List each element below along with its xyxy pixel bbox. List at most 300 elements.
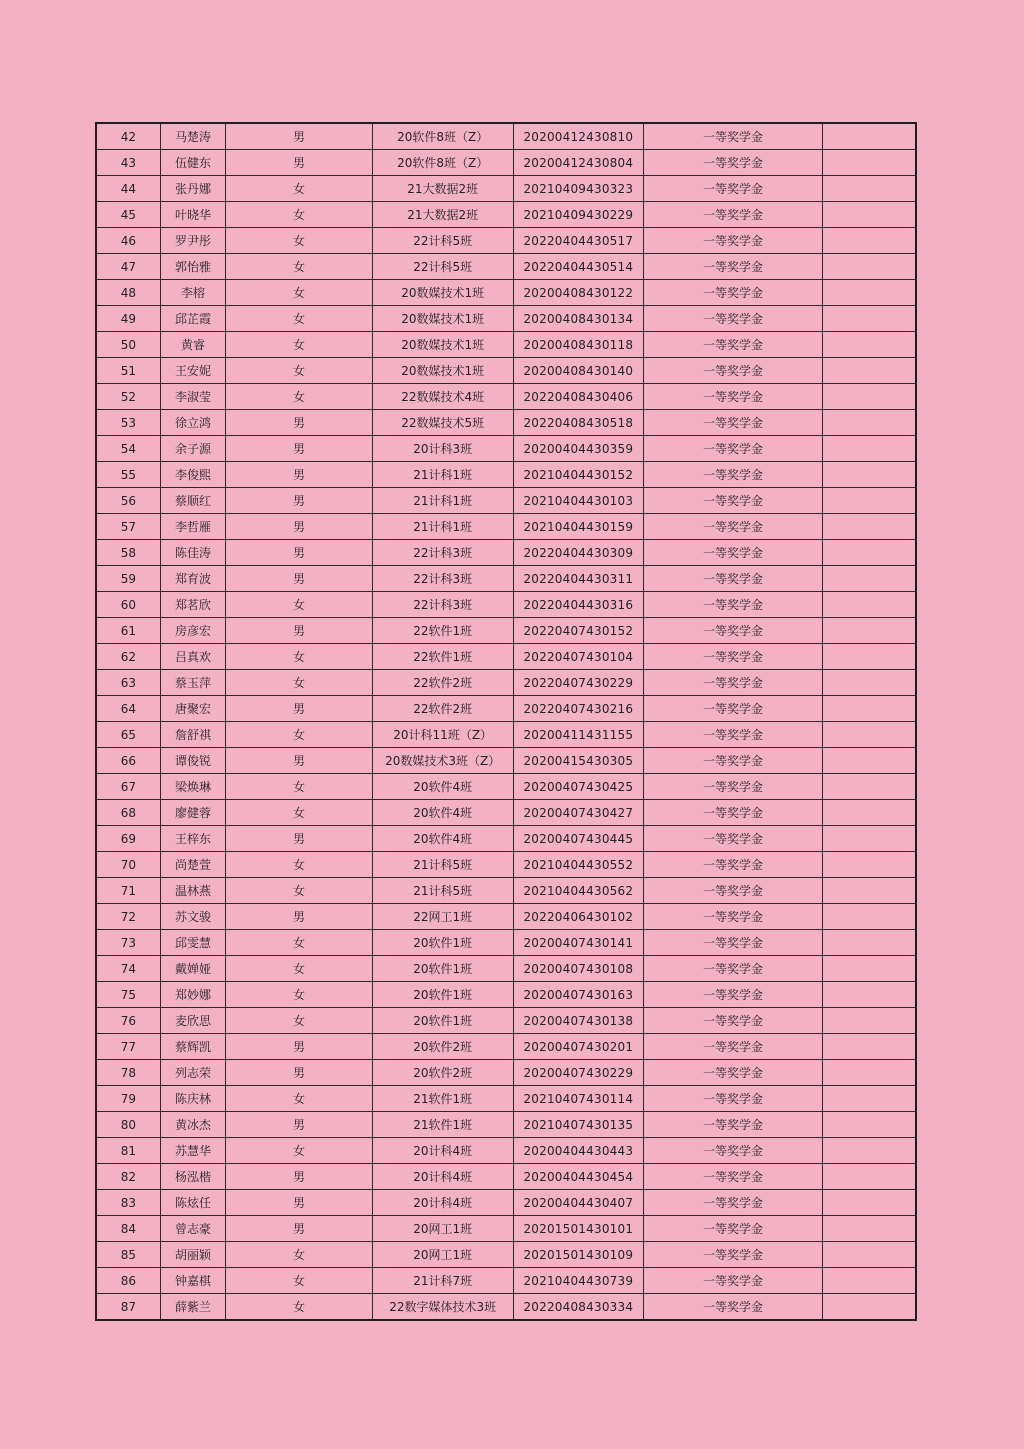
- student-name-cell: 罗尹彤: [160, 228, 225, 254]
- award-cell: 一等奖学金: [644, 592, 823, 618]
- note-cell: [822, 748, 916, 774]
- student-name-cell: 黄睿: [160, 332, 225, 358]
- award-cell: 一等奖学金: [644, 332, 823, 358]
- gender-cell: 女: [226, 982, 373, 1008]
- note-cell: [822, 930, 916, 956]
- table-row: [96, 748, 916, 774]
- student-name-cell: 房彦宏: [160, 618, 225, 644]
- class-cell: 20软件1班: [372, 956, 513, 982]
- row-number-cell: 49: [96, 306, 160, 332]
- note-cell: [822, 1034, 916, 1060]
- table-row: [96, 852, 916, 878]
- award-cell: 一等奖学金: [644, 150, 823, 176]
- student-id-cell: 20201501430101: [513, 1216, 644, 1242]
- student-name-cell: 郑妙娜: [160, 982, 225, 1008]
- award-cell: 一等奖学金: [644, 254, 823, 280]
- student-name-cell: 陈佳涛: [160, 540, 225, 566]
- gender-cell: 女: [226, 956, 373, 982]
- gender-cell: 男: [226, 618, 373, 644]
- gender-cell: 男: [226, 826, 373, 852]
- note-cell: [822, 462, 916, 488]
- award-cell: 一等奖学金: [644, 982, 823, 1008]
- gender-cell: 男: [226, 904, 373, 930]
- row-number-cell: 46: [96, 228, 160, 254]
- student-name-cell: 杨泓楷: [160, 1164, 225, 1190]
- student-name-cell: 列志荣: [160, 1060, 225, 1086]
- student-name-cell: 曾志豪: [160, 1216, 225, 1242]
- row-number-cell: 85: [96, 1242, 160, 1268]
- class-cell: 22计科3班: [372, 540, 513, 566]
- note-cell: [822, 1294, 916, 1321]
- award-cell: 一等奖学金: [644, 1138, 823, 1164]
- table-row: [96, 722, 916, 748]
- student-id-cell: 20200404430454: [513, 1164, 644, 1190]
- class-cell: 20计科4班: [372, 1190, 513, 1216]
- row-number-cell: 86: [96, 1268, 160, 1294]
- student-name-cell: 王安妮: [160, 358, 225, 384]
- award-cell: 一等奖学金: [644, 618, 823, 644]
- note-cell: [822, 358, 916, 384]
- row-number-cell: 76: [96, 1008, 160, 1034]
- gender-cell: 女: [226, 1268, 373, 1294]
- row-number-cell: 59: [96, 566, 160, 592]
- award-cell: 一等奖学金: [644, 852, 823, 878]
- row-number-cell: 50: [96, 332, 160, 358]
- note-cell: [822, 618, 916, 644]
- gender-cell: 女: [226, 878, 373, 904]
- note-cell: [822, 306, 916, 332]
- row-number-cell: 82: [96, 1164, 160, 1190]
- gender-cell: 女: [226, 930, 373, 956]
- student-id-cell: 20220408430406: [513, 384, 644, 410]
- note-cell: [822, 592, 916, 618]
- student-id-cell: 20220404430311: [513, 566, 644, 592]
- table-row: [96, 306, 916, 332]
- class-cell: 20网工1班: [372, 1216, 513, 1242]
- award-cell: 一等奖学金: [644, 436, 823, 462]
- student-name-cell: 郑育波: [160, 566, 225, 592]
- table-row: [96, 670, 916, 696]
- gender-cell: 男: [226, 488, 373, 514]
- gender-cell: 男: [226, 150, 373, 176]
- table-row: [96, 1060, 916, 1086]
- table-body: [96, 123, 916, 1320]
- gender-cell: 女: [226, 358, 373, 384]
- award-cell: 一等奖学金: [644, 358, 823, 384]
- student-name-cell: 陈庆林: [160, 1086, 225, 1112]
- student-id-cell: 20200408430122: [513, 280, 644, 306]
- gender-cell: 女: [226, 1086, 373, 1112]
- student-id-cell: 20200415430305: [513, 748, 644, 774]
- gender-cell: 女: [226, 1138, 373, 1164]
- student-name-cell: 钟嘉棋: [160, 1268, 225, 1294]
- student-name-cell: 吕真欢: [160, 644, 225, 670]
- gender-cell: 女: [226, 384, 373, 410]
- table-row: [96, 1190, 916, 1216]
- row-number-cell: 57: [96, 514, 160, 540]
- student-name-cell: 尚楚萱: [160, 852, 225, 878]
- student-name-cell: 胡丽颖: [160, 1242, 225, 1268]
- table-row: [96, 774, 916, 800]
- award-cell: 一等奖学金: [644, 1008, 823, 1034]
- student-name-cell: 蔡辉凯: [160, 1034, 225, 1060]
- row-number-cell: 77: [96, 1034, 160, 1060]
- award-cell: 一等奖学金: [644, 748, 823, 774]
- note-cell: [822, 1112, 916, 1138]
- student-name-cell: 廖健蓉: [160, 800, 225, 826]
- row-number-cell: 69: [96, 826, 160, 852]
- gender-cell: 女: [226, 228, 373, 254]
- award-cell: 一等奖学金: [644, 566, 823, 592]
- row-number-cell: 83: [96, 1190, 160, 1216]
- class-cell: 21计科5班: [372, 878, 513, 904]
- class-cell: 21计科1班: [372, 462, 513, 488]
- award-cell: 一等奖学金: [644, 540, 823, 566]
- row-number-cell: 45: [96, 202, 160, 228]
- award-cell: 一等奖学金: [644, 410, 823, 436]
- note-cell: [822, 852, 916, 878]
- row-number-cell: 67: [96, 774, 160, 800]
- student-id-cell: 20200407430141: [513, 930, 644, 956]
- row-number-cell: 53: [96, 410, 160, 436]
- student-id-cell: 20210404430103: [513, 488, 644, 514]
- row-number-cell: 52: [96, 384, 160, 410]
- award-cell: 一等奖学金: [644, 488, 823, 514]
- note-cell: [822, 1216, 916, 1242]
- student-id-cell: 20210404430562: [513, 878, 644, 904]
- student-id-cell: 20200412430810: [513, 123, 644, 150]
- student-name-cell: 王梓东: [160, 826, 225, 852]
- note-cell: [822, 384, 916, 410]
- row-number-cell: 84: [96, 1216, 160, 1242]
- class-cell: 22计科3班: [372, 592, 513, 618]
- class-cell: 20计科3班: [372, 436, 513, 462]
- student-id-cell: 20200411431155: [513, 722, 644, 748]
- gender-cell: 男: [226, 1190, 373, 1216]
- row-number-cell: 55: [96, 462, 160, 488]
- table-row: [96, 540, 916, 566]
- class-cell: 20软件4班: [372, 800, 513, 826]
- award-cell: 一等奖学金: [644, 384, 823, 410]
- class-cell: 20计科11班（Z）: [372, 722, 513, 748]
- row-number-cell: 56: [96, 488, 160, 514]
- student-id-cell: 20220406430102: [513, 904, 644, 930]
- class-cell: 21大数据2班: [372, 176, 513, 202]
- gender-cell: 女: [226, 176, 373, 202]
- table-row: [96, 123, 916, 150]
- table-row: [96, 1242, 916, 1268]
- student-name-cell: 郭怡雅: [160, 254, 225, 280]
- table-row: [96, 644, 916, 670]
- award-cell: 一等奖学金: [644, 228, 823, 254]
- class-cell: 20计科4班: [372, 1164, 513, 1190]
- note-cell: [822, 410, 916, 436]
- class-cell: 22软件1班: [372, 644, 513, 670]
- award-cell: 一等奖学金: [644, 956, 823, 982]
- table-row: [96, 1112, 916, 1138]
- award-cell: 一等奖学金: [644, 696, 823, 722]
- award-cell: 一等奖学金: [644, 1034, 823, 1060]
- award-cell: 一等奖学金: [644, 878, 823, 904]
- note-cell: [822, 644, 916, 670]
- student-id-cell: 20200407430427: [513, 800, 644, 826]
- table-row: [96, 878, 916, 904]
- award-cell: 一等奖学金: [644, 800, 823, 826]
- table-row: [96, 514, 916, 540]
- award-cell: 一等奖学金: [644, 644, 823, 670]
- student-name-cell: 薛紫兰: [160, 1294, 225, 1321]
- row-number-cell: 80: [96, 1112, 160, 1138]
- award-cell: 一等奖学金: [644, 1164, 823, 1190]
- award-cell: 一等奖学金: [644, 176, 823, 202]
- student-name-cell: 唐聚宏: [160, 696, 225, 722]
- class-cell: 20软件8班（Z）: [372, 150, 513, 176]
- row-number-cell: 51: [96, 358, 160, 384]
- gender-cell: 女: [226, 332, 373, 358]
- note-cell: [822, 800, 916, 826]
- student-name-cell: 邱雯慧: [160, 930, 225, 956]
- student-id-cell: 20200408430134: [513, 306, 644, 332]
- row-number-cell: 62: [96, 644, 160, 670]
- table-row: [96, 982, 916, 1008]
- note-cell: [822, 332, 916, 358]
- table-row: [96, 1086, 916, 1112]
- gender-cell: 男: [226, 410, 373, 436]
- student-name-cell: 蔡顺红: [160, 488, 225, 514]
- class-cell: 21计科1班: [372, 488, 513, 514]
- class-cell: 20软件1班: [372, 930, 513, 956]
- class-cell: 21计科5班: [372, 852, 513, 878]
- gender-cell: 女: [226, 670, 373, 696]
- award-cell: 一等奖学金: [644, 826, 823, 852]
- note-cell: [822, 1086, 916, 1112]
- student-id-cell: 20200407430425: [513, 774, 644, 800]
- student-id-cell: 20220407430229: [513, 670, 644, 696]
- student-id-cell: 20200407430445: [513, 826, 644, 852]
- gender-cell: 男: [226, 1164, 373, 1190]
- class-cell: 22软件2班: [372, 670, 513, 696]
- table-row: [96, 592, 916, 618]
- gender-cell: 男: [226, 1112, 373, 1138]
- student-id-cell: 20200407430201: [513, 1034, 644, 1060]
- student-name-cell: 苏文骏: [160, 904, 225, 930]
- table-row: [96, 228, 916, 254]
- gender-cell: 男: [226, 748, 373, 774]
- student-name-cell: 蔡玉萍: [160, 670, 225, 696]
- note-cell: [822, 982, 916, 1008]
- row-number-cell: 74: [96, 956, 160, 982]
- row-number-cell: 60: [96, 592, 160, 618]
- row-number-cell: 79: [96, 1086, 160, 1112]
- award-cell: 一等奖学金: [644, 722, 823, 748]
- class-cell: 21软件1班: [372, 1112, 513, 1138]
- gender-cell: 女: [226, 852, 373, 878]
- student-id-cell: 20210404430739: [513, 1268, 644, 1294]
- note-cell: [822, 123, 916, 150]
- class-cell: 20数媒技术1班: [372, 332, 513, 358]
- class-cell: 20软件1班: [372, 1008, 513, 1034]
- table-row: [96, 1216, 916, 1242]
- student-id-cell: 20210407430135: [513, 1112, 644, 1138]
- award-cell: 一等奖学金: [644, 514, 823, 540]
- student-id-cell: 20200407430163: [513, 982, 644, 1008]
- student-name-cell: 李淑莹: [160, 384, 225, 410]
- scholarship-table: [95, 122, 917, 1321]
- student-name-cell: 马楚涛: [160, 123, 225, 150]
- award-cell: 一等奖学金: [644, 1216, 823, 1242]
- table-row: [96, 826, 916, 852]
- gender-cell: 女: [226, 800, 373, 826]
- note-cell: [822, 1138, 916, 1164]
- class-cell: 20数媒技术3班（Z）: [372, 748, 513, 774]
- table-row: [96, 930, 916, 956]
- table-row: [96, 280, 916, 306]
- class-cell: 21计科7班: [372, 1268, 513, 1294]
- note-cell: [822, 1190, 916, 1216]
- student-name-cell: 麦欣思: [160, 1008, 225, 1034]
- student-id-cell: 20210404430152: [513, 462, 644, 488]
- student-name-cell: 詹舒祺: [160, 722, 225, 748]
- gender-cell: 女: [226, 306, 373, 332]
- award-cell: 一等奖学金: [644, 202, 823, 228]
- class-cell: 22网工1班: [372, 904, 513, 930]
- note-cell: [822, 488, 916, 514]
- student-name-cell: 李哲雁: [160, 514, 225, 540]
- gender-cell: 男: [226, 1034, 373, 1060]
- student-id-cell: 20220408430518: [513, 410, 644, 436]
- gender-cell: 女: [226, 254, 373, 280]
- student-name-cell: 谭俊锐: [160, 748, 225, 774]
- student-id-cell: 20220404430316: [513, 592, 644, 618]
- student-name-cell: 张丹娜: [160, 176, 225, 202]
- note-cell: [822, 878, 916, 904]
- table-row: [96, 566, 916, 592]
- class-cell: 20软件2班: [372, 1034, 513, 1060]
- student-id-cell: 20210407430114: [513, 1086, 644, 1112]
- student-name-cell: 黄冰杰: [160, 1112, 225, 1138]
- row-number-cell: 87: [96, 1294, 160, 1321]
- row-number-cell: 47: [96, 254, 160, 280]
- row-number-cell: 64: [96, 696, 160, 722]
- row-number-cell: 42: [96, 123, 160, 150]
- gender-cell: 男: [226, 540, 373, 566]
- table-row: [96, 332, 916, 358]
- row-number-cell: 61: [96, 618, 160, 644]
- gender-cell: 男: [226, 462, 373, 488]
- note-cell: [822, 1242, 916, 1268]
- gender-cell: 男: [226, 514, 373, 540]
- table-row: [96, 1138, 916, 1164]
- student-id-cell: 20220404430514: [513, 254, 644, 280]
- award-cell: 一等奖学金: [644, 930, 823, 956]
- row-number-cell: 71: [96, 878, 160, 904]
- table-row: [96, 410, 916, 436]
- note-cell: [822, 722, 916, 748]
- student-id-cell: 20210409430229: [513, 202, 644, 228]
- table-row: [96, 150, 916, 176]
- row-number-cell: 78: [96, 1060, 160, 1086]
- award-cell: 一等奖学金: [644, 1190, 823, 1216]
- note-cell: [822, 566, 916, 592]
- award-cell: 一等奖学金: [644, 462, 823, 488]
- student-id-cell: 20200404430359: [513, 436, 644, 462]
- student-name-cell: 温林燕: [160, 878, 225, 904]
- row-number-cell: 48: [96, 280, 160, 306]
- class-cell: 22计科5班: [372, 228, 513, 254]
- note-cell: [822, 540, 916, 566]
- gender-cell: 女: [226, 280, 373, 306]
- student-id-cell: 20200404430407: [513, 1190, 644, 1216]
- student-name-cell: 徐立鸿: [160, 410, 225, 436]
- class-cell: 20软件8班（Z）: [372, 123, 513, 150]
- gender-cell: 女: [226, 722, 373, 748]
- class-cell: 20软件4班: [372, 774, 513, 800]
- note-cell: [822, 1060, 916, 1086]
- table-row: [96, 1164, 916, 1190]
- table-row: [96, 1008, 916, 1034]
- row-number-cell: 58: [96, 540, 160, 566]
- class-cell: 22数字媒体技术3班: [372, 1294, 513, 1321]
- student-name-cell: 叶晓华: [160, 202, 225, 228]
- gender-cell: 女: [226, 1294, 373, 1321]
- note-cell: [822, 774, 916, 800]
- table-row: [96, 176, 916, 202]
- class-cell: 22数媒技术4班: [372, 384, 513, 410]
- class-cell: 20数媒技术1班: [372, 306, 513, 332]
- table-row: [96, 462, 916, 488]
- student-name-cell: 梁焕琳: [160, 774, 225, 800]
- note-cell: [822, 280, 916, 306]
- student-id-cell: 20220404430517: [513, 228, 644, 254]
- table-row: [96, 254, 916, 280]
- note-cell: [822, 254, 916, 280]
- class-cell: 22计科5班: [372, 254, 513, 280]
- award-cell: 一等奖学金: [644, 1268, 823, 1294]
- row-number-cell: 68: [96, 800, 160, 826]
- class-cell: 20计科4班: [372, 1138, 513, 1164]
- award-cell: 一等奖学金: [644, 280, 823, 306]
- table-row: [96, 800, 916, 826]
- note-cell: [822, 202, 916, 228]
- award-cell: 一等奖学金: [644, 1294, 823, 1321]
- student-id-cell: 20210409430323: [513, 176, 644, 202]
- table-row: [96, 904, 916, 930]
- gender-cell: 男: [226, 1060, 373, 1086]
- note-cell: [822, 696, 916, 722]
- gender-cell: 女: [226, 774, 373, 800]
- row-number-cell: 70: [96, 852, 160, 878]
- award-cell: 一等奖学金: [644, 123, 823, 150]
- class-cell: 21大数据2班: [372, 202, 513, 228]
- table-row: [96, 956, 916, 982]
- row-number-cell: 75: [96, 982, 160, 1008]
- note-cell: [822, 228, 916, 254]
- table-row: [96, 1268, 916, 1294]
- award-cell: 一等奖学金: [644, 1086, 823, 1112]
- table-row: [96, 436, 916, 462]
- gender-cell: 男: [226, 1216, 373, 1242]
- table-row: [96, 618, 916, 644]
- gender-cell: 女: [226, 644, 373, 670]
- note-cell: [822, 956, 916, 982]
- gender-cell: 女: [226, 592, 373, 618]
- row-number-cell: 72: [96, 904, 160, 930]
- table-row: [96, 696, 916, 722]
- table-row: [96, 1034, 916, 1060]
- student-id-cell: 20220407430216: [513, 696, 644, 722]
- award-cell: 一等奖学金: [644, 774, 823, 800]
- note-cell: [822, 904, 916, 930]
